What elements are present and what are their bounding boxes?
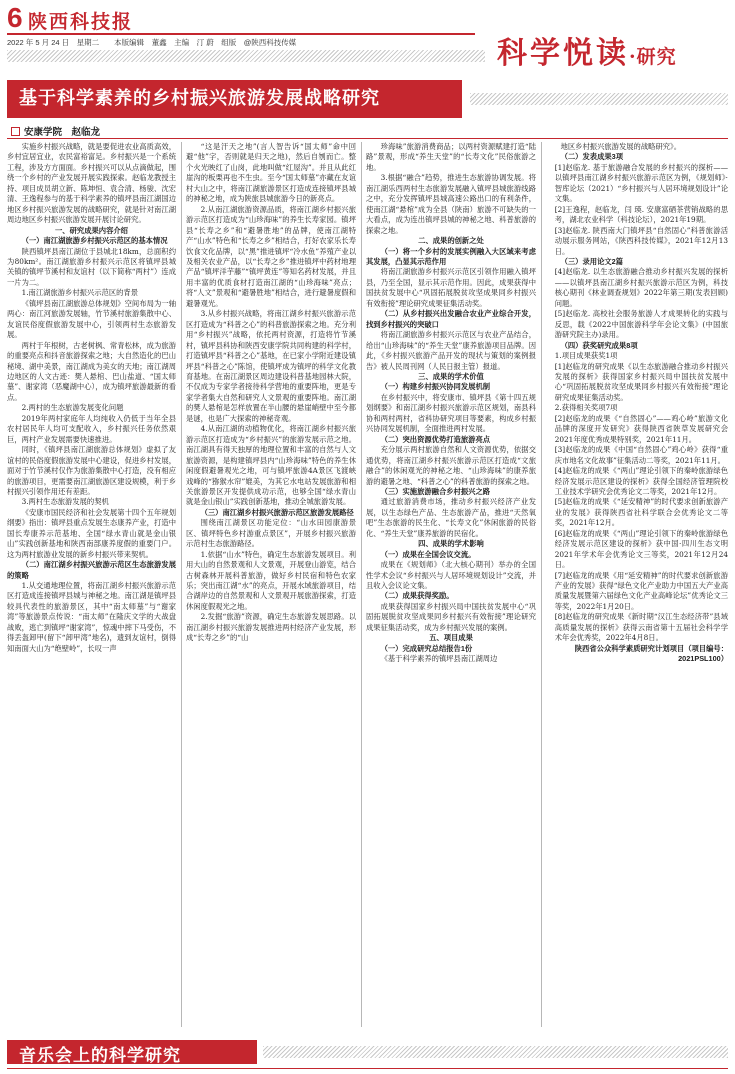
paragraph: 《安康市国民经济和社会发展第十四个五年规划纲要》指出：镇坪县重点发展生态康养产业，打造中国长寿康养示范基地、全国“绿水青山就是金山银山”实践创新基地和陕西南部康养度假的重要门户。这为两村旅游业发展的新乡村振兴带来契机。	[7, 507, 176, 559]
project-credit: 陕西省公众科学素质研究计划项目（项目编号：2021PSL100）	[574, 643, 728, 664]
paragraph: 通过旅游消费市场，推动乡村振兴经济产业发展，以生态绿色产品、生态旅游产品，推进“天然氧吧”生态旅游的民生化、“长寿文化”休闲旅游的民俗化、“养生天堂”康养旅游的民宿化。	[366, 497, 536, 538]
paragraph: 《基于科学素养的镇坪县南江湖周边	[380, 654, 498, 664]
column-divider	[541, 142, 542, 1027]
section-heading: （三）实施旅游融合乡村振兴之路	[380, 486, 491, 496]
section-heading: （二）成果获得奖励。	[380, 591, 454, 601]
divider	[7, 138, 728, 139]
paragraph: [4]赵临龙的成果《“两山”理论引领下的秦岭旅游绿色经济发展示范区建设的探析》获得全国经济管理院校工业技术学研究会优秀论文二等奖，2021年12月。	[554, 466, 728, 496]
masthead-rule	[7, 33, 475, 35]
paragraph: 3.从乡村振兴战略，将南江湖乡村振兴旅游示范区打造成为“科普之心”的科普旅游探索之地。充分利用“乡村振兴”战略，依托两村资源，打造将竹节溪村，镇坪县科协和陕西安康学院共同构建的科学村，打造镇坪县“科普之心”基地，在已家小学附近建设镇坪县“科普之心”陈馆，使镇坪成为镇坪的科学文化教育基地。在南江湖景区周边建设科普基地园林大院，不仅成为专家学者接待科学营地的重要阵地，更是专家学者集大自然和研究人文景观的重要阵地。南江湖的樊人悬棺是怎样放置在半山腰的悬崖峭壁中至今都是谜，也是广大探索的神秘奇观。	[186, 309, 356, 423]
article1-column-2	[186, 142, 356, 1032]
section-heading: （二）从乡村振兴出发融合农业产业综合开发，找到乡村振兴的突破口	[366, 309, 536, 329]
paragraph: [3]赵临龙的成果《中国“自然固心”鸡心岭》获得“重庆市地名文化故事”征集活动二等奖，2021年11月。	[554, 445, 728, 465]
newspaper-logo: 陕西科技报	[28, 11, 134, 33]
section-heading: （一）南江湖旅游乡村振兴示范区的基本情况	[21, 236, 168, 246]
paragraph: [5]赵临龙的成果《“延安精神”的时代要求创新旅游产业的发展》获得陕西省社科学联合会优秀论文二等奖，2021年12月。	[554, 497, 728, 528]
paragraph: 2.发掘“旅游”资源，确定生态旅游发展思路。以南江湖乡村振兴旅游发展推进两村经济产业发展，形成“长寿之乡”的“山	[186, 612, 356, 643]
article1-column-1	[7, 142, 176, 1032]
paragraph: [7]赵临龙的成果《用“延安精神”的时代要求创新旅游产业的发展》获得“绿色文化产业助力中国五大产业高质量发展暨第六届绿色文化产业高峰论坛”优秀论文三等奖，2022年1月20日。	[554, 570, 728, 611]
hatch-decoration	[7, 50, 485, 62]
square-bullet-icon	[11, 127, 20, 136]
paragraph: 2.两村的生态旅游发展变化问题	[21, 403, 124, 413]
paragraph: 3.根据“融合”趋势，推进生态旅游协调发展。将南江湖乐西两村生态旅游发展融入镇坪县城旅游线路之中，充分发挥镇坪县城高速公路出口的有利条件，使南江湖“悬棺”成为全县（陕南）旅游不可缺失的一大看点，成为连出镇坪县城的神秘之地、科普旅游的探索之地。	[366, 173, 536, 235]
paragraph: 《镇坪县南江湖旅游总体规划》空间布局为一轴两心：南江河旅游发展轴，竹节溪村旅游集散中心、友谊民俗度假旅游发展中心，引领两村生态旅游发展。	[7, 298, 176, 340]
section-heading: （三）南江湖乡村振兴旅游示范区旅游发展路径	[200, 507, 354, 517]
paragraph: 1.从交通地理位置，将南江湖乡村振兴旅游示范区打造成连接镇坪县城与神秘之地。南江湖是镇坪县较具代表性的旅游景区，其中“南太师墓”与“谢家湾”等旅游景点传说：“南太师”在隆庆文学的大战盘战败，逃亡到镇坪“谢家湾”，惊魂中摔下马受伤，不得丢盔卸甲(留下“卸甲湾”地名)，遗到友谊村，倒得知南面大山为“绝壁岭”，长叹一声	[7, 581, 176, 653]
paragraph: 实施乡村振兴战略，就是要促进农业高质高效，乡村宜居宜业，农民富裕富足。乡村振兴是一个系统工程，涉及方方面面。乡村振兴可以从点滴做起，围绕一个乡村的产业发展开展实践探索。赵临龙教授主持、项目成员胡立新、陈坤恒、袁合清、杨骏、沈宏清、王逸程参与的基于科学素养的镇坪县南江湖国边地区乡村振兴旅游发展的战略研究，就是针对南江湖周边地区乡村振兴旅游发展开展讨论研究。	[7, 142, 176, 225]
paragraph: 在乡村振兴中，将安康市、镇坪县《第十四五规划纲要》和南江湖乡村振兴旅游示范区规划，南县科协和两村两村，省科协研究项目等要素，构成乡村振兴协同发展机制，全面推进两村发展。	[366, 392, 536, 434]
article1-column-3	[366, 142, 536, 1032]
masthead	[0, 0, 735, 70]
page-number: 6	[7, 2, 23, 33]
section-heading: （二）南江湖乡村振兴旅游示范区生态旅游发展的策略	[7, 560, 176, 580]
paragraph: “这是汗天之地”(言人智告诉“国太师”命中回避“他”字，否则就是归天之地)，然后自刎而亡。整个火光映红了山岗，此地叫做“红屋沟”。并且从此红崖沟的板栗再也不生虫。至今“国太师墓”亦藏在友谊村大山之中，将南江湖旅游景区打造成连接镇坪县城的神秘之地，成为陕旅县城旅游今日的新亮点。	[186, 142, 356, 204]
section-heading: 二、成果的创新之处	[418, 236, 484, 246]
hatch-decoration	[263, 1046, 728, 1058]
section-heading: （一）完成研究总结报告1份	[380, 643, 473, 653]
article1-title: 基于科学素养的乡村振兴旅游发展战略研究	[19, 88, 380, 108]
column-divider	[361, 142, 362, 1027]
paragraph: [4]赵临龙. 以生态旅游融合推动乡村振兴发展的探析——以镇坪县南江湖乡村振兴旅游示范区为例，科技核心期刊《林业调查规划》2022年第三期(发表回顾)问题。	[554, 267, 728, 308]
paragraph: [1]赵临龙. 基于旅游融合发展的乡村振兴的探析——以镇坪县南江湖乡村振兴旅游示范区为例，《规划师》·智库论坛（2021）“乡村振兴与人居环境规划设计”论文集。	[554, 162, 728, 204]
section-heading: 四、成果的学术影响	[418, 539, 484, 549]
paragraph: 2019年两村家庭年人均纯收入仍低于当年全县农村居民年人均可支配收入，乡村振兴任务依然艰巨，两村产业发展需要快速推进。	[7, 413, 176, 444]
paragraph: 充分展示两村旅游自然和人文资源优势，依据交通优势，将南江湖乡村振兴旅游示范区打造成“文旅融合”的休闲观光的神秘之地、“山珍海味”的康养旅游的避暑之地、“科普之心”的科普旅游的探索之地。	[366, 445, 536, 486]
paragraph: 两村于年根树，古老树枫、常青松林，成为旅游的重要亮点和抖音旅游探索之地；大自然造化的巴山秘境、湖中美景，南江湖成为美女的天地；南江湖周边地区的人文古迹：樊人悬棺、巴山盐道、“国太师墓”、谢家湾（恶魔湖中心），成为镇坪旅游最新的看点。	[7, 340, 176, 402]
page-bottom-rule	[7, 1068, 728, 1069]
section-heading: （一）将一个乡村的发展实例融入大区域来考虑其发展，凸显其示范作用	[366, 246, 536, 266]
paragraph: [1]赵临龙的研究成果《以生态旅游融合推动乡村振兴发展的探析》获得国家乡村振兴局中国扶贫发展中心“巩固拓展脱贫攻坚成果同乡村振兴有效衔接”理论研究成果征集活动奖。	[554, 361, 728, 402]
article1-author: 安康学院 赵临龙	[24, 127, 101, 138]
paragraph: [8]赵临龙的研究成果《新时期“汉江生态经济带”县域高质量发展的探析》获得云南省第十五届社会科学学术年会优秀奖，2022年4月8日。	[554, 612, 728, 643]
paragraph: 成果获得国家乡村振兴局中国扶贫发展中心“巩固拓展脱贫攻坚成果同乡村振兴有效衔接”理论研究成果征集活动奖，成为乡村振兴发展的案例。	[366, 601, 536, 632]
section-heading: （四）获奖研究成果8项	[560, 340, 638, 350]
section-heading: （二）发表成果3项	[560, 152, 624, 162]
section-title-sub: ·研究	[629, 46, 677, 68]
paragraph: 3.两村生态旅游发展的契机	[21, 497, 109, 507]
section-heading: 三、成果的学术价值	[418, 371, 484, 381]
paragraph: 1.项目成果获奖1项	[554, 351, 618, 361]
paragraph: 2.获得相关奖项7项	[554, 403, 618, 413]
section-heading: 五、项目成果	[429, 633, 473, 643]
paragraph: 陕西镇坪县南江湖位于县城北18km，总面积约为80km²。南江湖旅游乡村振兴示范区将镇坪县城关镇的镇坪节溪村和友谊村（以下简称“两村”）连成一片为二。	[7, 246, 176, 287]
article1-column-4	[546, 142, 728, 1032]
article1-title-banner	[7, 80, 462, 118]
section-heading: （三）录用论文2篇	[560, 256, 624, 266]
paragraph: 同时，《镇坪县南江湖旅游总体规划》虚拟了友谊村的民俗度假旅游发展中心建设，促进乡村发展，面对于竹节溪村仅作为旅游集散中心打造，没有相应的旅游项目，更需要南江湖旅游区建设规模，利于乡村振兴引领作用还有差距。	[7, 445, 176, 496]
paragraph: 2.从南江湖旅游资源品质，将南江湖乡村振兴旅游示范区打造成为“山珍海味”的养生长寿家园。镇坪县“长寿之乡”和“避暑胜地”的品牌，使南江湖特产“山水”特色和“长寿之乡”相结合，打好农家乐长寿饮食文化品牌，以“黑”推进镇坪“冷水鱼”养殖产业以及相关农业产品，以“长寿之乡”推进镇坪中药材地理产品“镇坪洋芋藤”“镇坪黄连”等知名药材发展，并且用丰富的优质食材打造南江湖的“山珍海味”亮点；将“人文”景观和“避暑胜地”相结合，进行避暑度假和避暑观光。	[186, 204, 356, 308]
article2-title-banner	[7, 1040, 257, 1064]
dateline: 2022 年 5 月 24 日 星期二 本版编辑 董鑫 主编 汀 蔚 组版 @陕西科技传媒	[7, 38, 297, 47]
paragraph: [2]王逸程，赵临龙，闫 瑛. 安康富硒茶营销战略的思考，湖北农业科学（科技论坛），2021年19期。	[554, 204, 728, 225]
article1-byline	[11, 124, 100, 138]
column-divider	[181, 142, 182, 1027]
paragraph: [6]赵临龙的成果《“两山”理论引领下的秦岭旅游绿色经济发展示范区建设的探析》获中国·四川生态文明2021年学术年会优秀论文三等奖，2021年12月24日。	[554, 528, 728, 570]
paragraph: [3]赵临龙. 陕西南大门镇坪县“自然固心”科普旅游活动展示服务网站，《陕西科技传媒》，2021年12月13日。	[554, 225, 728, 256]
section-title	[497, 28, 677, 72]
paragraph: 地区乡村振兴旅游发展的战略研究》。	[560, 142, 681, 151]
paragraph: [2]赵临龙的成果《“自然固心”——鸡心岭”旅游文化品牌的深度开发研究》获得陕西省陕草发展研究会2021年度优秀成果特别奖，2021年11月。	[554, 413, 728, 444]
paragraph: 围绕南江湖景区功能定位：“山水田园康游景区、镇坪特色乡村游重点景区”，开展乡村振兴旅游示范村生态旅游路径。	[186, 518, 356, 549]
section-title-main: 科学悦读	[497, 36, 629, 71]
section-heading: （一）构建乡村振兴协同发展机制	[380, 382, 491, 392]
hatch-decoration	[470, 93, 728, 105]
paragraph: 1.南江湖旅游乡村振兴示范区的背景	[21, 288, 139, 298]
article2-title: 音乐会上的科学研究	[19, 1046, 181, 1065]
section-heading: （二）突出资源优势打造旅游亮点	[380, 434, 491, 444]
paragraph: 1.依据“山水”特色，确定生态旅游发展项目。利用大山的自然景观和人文景观，开展登山游览，结合古树森林开展科普旅游，做好乡村民宿和特色农家乐；突出南江湖“水”的亮点，开展水域旅游项目，结合湖岸边的自然景观和人文景观开展旅游探索，打造休闲度假观光之地。	[186, 549, 356, 611]
paragraph: 将南江湖旅游乡村振兴示范区引领作用融入镇坪县，乃至全国，显示其示范作用。因此，成果获得中国扶贫发展中心“巩固拓展脱贫攻坚成果同乡村振兴有效衔接”理论研究成果征集活动奖。	[366, 267, 536, 308]
paragraph: 4.从南江湖的动植物优化，将南江湖乡村振兴旅游示范区打造成为“乡村振兴”的旅游发展示范之地。南江湖具有得天独厚的地理位置和丰富的自然与人文旅游资源，是构建镇坪县内“山珍海味”特色的养生休闲度假避暑观光之地，可与镇坪旅游4A景区飞渡峡戏峰的“猕猴水帘”媲美，为其它水电站发展旅游和相关旅游景区开发提供成功示范，也够全国“绿水青山就是金山银山”实践创新基地，推动全城旅游发展。	[186, 424, 356, 507]
section-heading: （一）成果在全国会议交流。	[380, 549, 476, 559]
paragraph: 将南江湖旅游乡村振兴示范区与农业产品结合，给出“山珍海味”的“养生天堂”康养旅游项目品牌。因此，《乡村振兴旅游产品开发的现状与策划的案例报告》被人民周刊网（人民日报主管）报道。	[366, 330, 536, 371]
section-heading: 一、研究成果内容介绍	[55, 225, 128, 235]
paragraph: 成果在《规划师》（北大核心期刊）举办的全国性学术会议“乡村振兴与人居环境规划设计”交流，并且收入会议论文集。	[366, 560, 536, 591]
paragraph: [5]赵临龙. 高校社会服务旅游人才成果转化的实践与反思，载《2022中国旅游科学年会论文集》(中国旅游研究院主办)录用。	[554, 309, 728, 340]
paragraph: 珍海味”旅游消费商品；以两村资源赋建打造“陆路”景观，形成“养生天堂”的“长寿文化”民俗旅游之地。	[366, 142, 536, 172]
